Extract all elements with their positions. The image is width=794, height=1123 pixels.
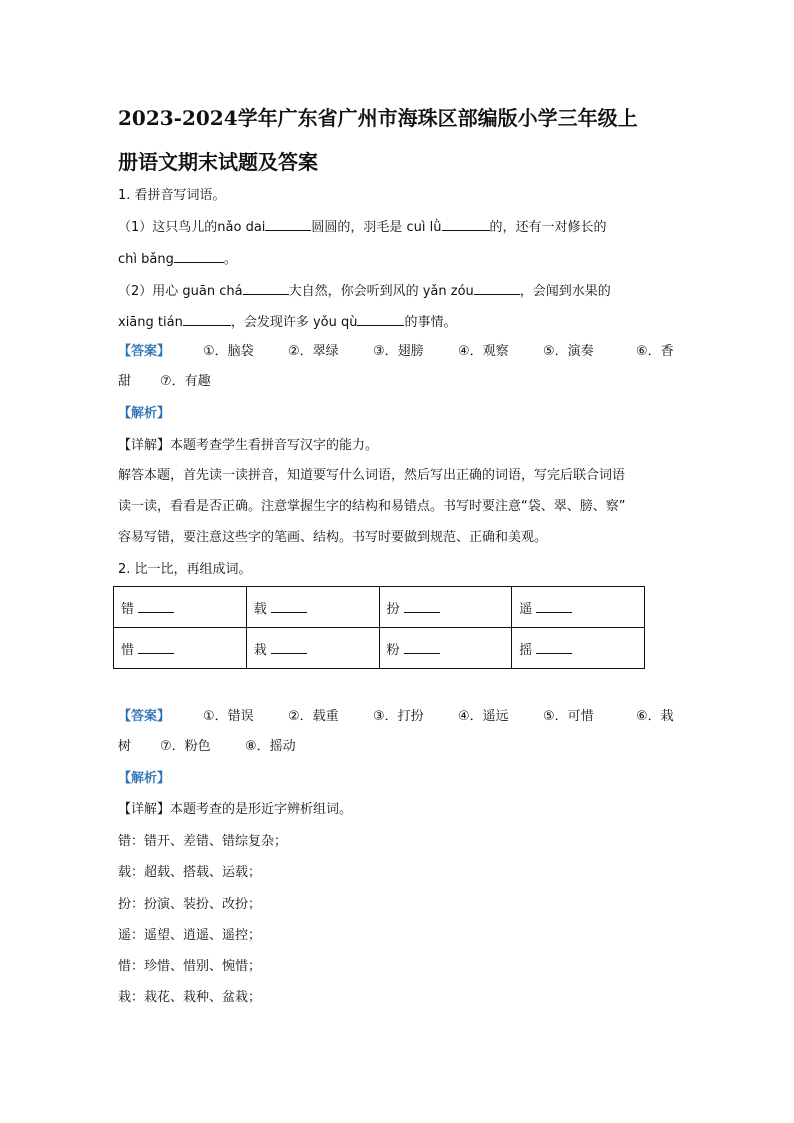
q1-detail: 【详解】本题考查学生看拼音写汉字的能力。 [118, 438, 379, 453]
table-cell: 摇 [512, 628, 645, 669]
table-cell: 惜 [114, 628, 247, 669]
q2-word-2: 载：超载、搭载、运载； [118, 865, 262, 880]
q2-word-4: 遥：遥望、逍遥、遥控； [118, 928, 262, 943]
q2-detail: 【详解】本题考查的是形近字辨析组词。 [118, 802, 353, 817]
q1-explain-3: 容易写错，要注意这些字的笔画、结构。书写时要做到规范、正确和美观。 [118, 530, 548, 545]
analysis-label: 【解析】 [118, 771, 171, 786]
q2-answers-line-2: 树 ⑦．粉色 ⑧．摇动 [118, 739, 296, 754]
answer-blank[interactable] [271, 598, 307, 613]
q2-heading: 2. 比一比，再组成词。 [118, 562, 252, 577]
table-row [114, 587, 645, 628]
answer-blank[interactable] [404, 598, 440, 613]
title-line-2: 册语文期末试题及答案 [118, 150, 318, 174]
analysis-label: 【解析】 [118, 406, 171, 421]
q1-line-3: （2）用心 guān chá 大自然，你会听到风的 yǎn zóu ，会闻到水果的 [118, 280, 611, 302]
answer-blank[interactable] [271, 639, 307, 654]
q2-word-6: 栽：栽花、栽种、盆栽； [118, 990, 262, 1005]
table-cell: 错 [114, 587, 247, 628]
q1-answers-line-2: 甜 ⑦．有趣 [118, 374, 211, 389]
answer-blank[interactable] [404, 639, 440, 654]
answer-blank[interactable] [174, 248, 224, 263]
answer-blank[interactable] [183, 311, 231, 326]
document-title [118, 96, 678, 184]
q1-answers-line-1: 【答案】 ①．脑袋 ②．翠绿 ③．翅膀 ④．观察 ⑤．演奏 ⑥．香 [118, 344, 674, 359]
answer-blank[interactable] [265, 216, 311, 231]
answer-blank[interactable] [138, 639, 174, 654]
char-compare-table [113, 586, 645, 669]
table-row [114, 628, 645, 669]
title-line-1: 2023-2024学年广东省广州市海珠区部编版小学三年级上 [118, 106, 638, 130]
q2-word-5: 惜：珍惜、惜别、惋惜； [118, 959, 262, 974]
answer-blank[interactable] [442, 216, 490, 231]
table-cell: 遥 [512, 587, 645, 628]
answer-label: 【答案】 [118, 344, 171, 359]
answer-label: 【答案】 [118, 709, 171, 724]
q1-explain-1: 解答本题，首先读一读拼音，知道要写什么词语，然后写出正确的词语，写完后联合词语 [118, 468, 626, 483]
q1-line-2: chì bǎng 。 [118, 248, 237, 270]
table-cell: 粉 [379, 628, 512, 669]
table-cell: 栽 [246, 628, 379, 669]
table-cell: 载 [246, 587, 379, 628]
answer-blank[interactable] [474, 280, 520, 295]
answer-blank[interactable] [536, 639, 572, 654]
answer-blank[interactable] [138, 598, 174, 613]
q2-word-1: 错：错开、差错、错综复杂； [118, 834, 288, 849]
q1-heading: 1. 看拼音写词语。 [118, 188, 226, 203]
q2-word-3: 扮：扮演、装扮、改扮； [118, 897, 262, 912]
answer-blank[interactable] [357, 311, 404, 326]
answer-blank[interactable] [243, 280, 289, 295]
q2-answers-line-1: 【答案】 ①．错误 ②．载重 ③．打扮 ④．遥远 ⑤．可惜 ⑥．栽 [118, 709, 674, 724]
q1-line-1: （1）这只鸟儿的nǎo dai 圆圆的，羽毛是 cuì lǜ 的，还有一对修长的 [118, 216, 607, 238]
table-cell: 扮 [379, 587, 512, 628]
answer-blank[interactable] [536, 598, 572, 613]
q1-line-4: xiāng tián ，会发现许多 yǒu qù 的事情。 [118, 311, 456, 333]
q1-explain-2: 读一读，看看是否正确。注意掌握生字的结构和易错点。书写时要注意“袋、翠、膀、察” [118, 499, 626, 514]
